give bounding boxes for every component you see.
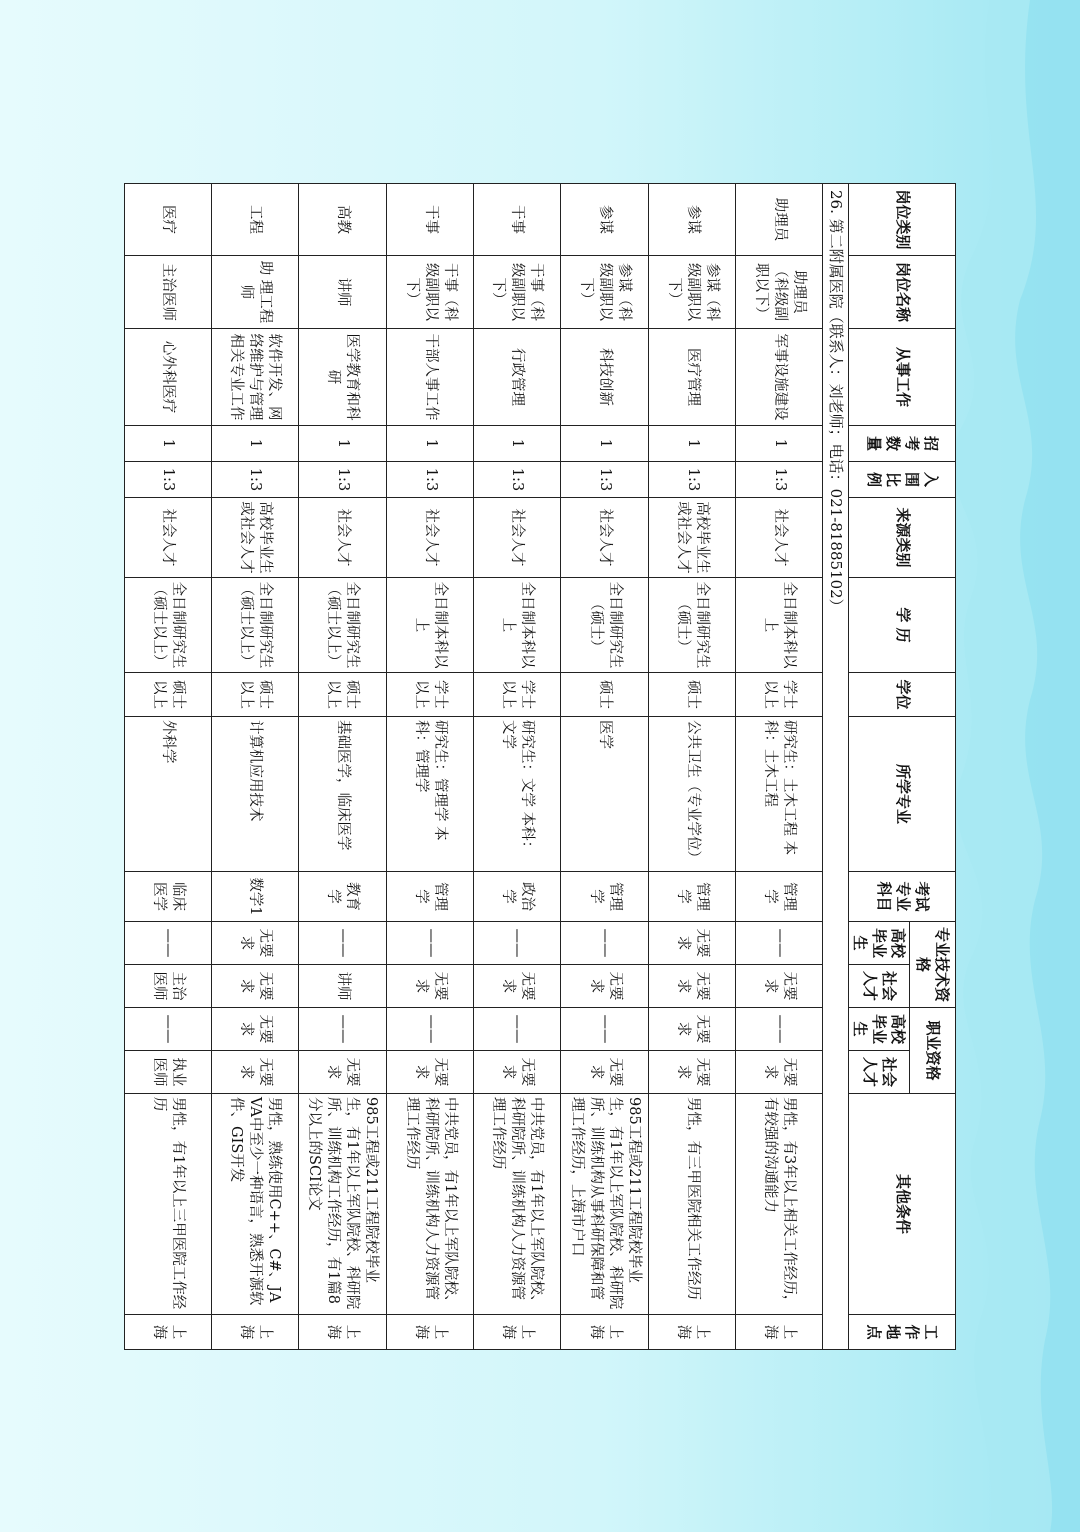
header-work: 从事工作 xyxy=(849,329,956,426)
cell-tech-social: 无要求 xyxy=(387,965,474,1008)
cell-degree: 硕士以上 xyxy=(125,673,212,717)
cell-major: 外科学 xyxy=(125,717,212,872)
cell-tech-grad: —— xyxy=(387,922,474,965)
table-row xyxy=(736,184,823,1350)
table-row xyxy=(211,184,298,1350)
cell-exam: 管理学 xyxy=(649,872,736,922)
cell-work: 科技创新 xyxy=(560,329,649,426)
cell-source: 高校毕业生或社会人才 xyxy=(649,498,736,578)
cell-ratio: 1:3 xyxy=(560,462,649,498)
cell-work: 军事设施建设 xyxy=(736,329,823,426)
cell-source: 社会人才 xyxy=(387,498,474,578)
header-tech-qual: 专业技术资格 xyxy=(909,922,955,1008)
cell-location: 上海 xyxy=(560,1315,649,1350)
cell-exam: 管理学 xyxy=(560,872,649,922)
cell-position: 讲师 xyxy=(298,256,387,329)
cell-location: 上海 xyxy=(649,1315,736,1350)
cell-tech-social: 无要求 xyxy=(560,965,649,1008)
cell-education: 全日制研究生（硕士以上） xyxy=(211,578,298,673)
cell-quota: 1 xyxy=(298,426,387,462)
cell-degree: 硕士 xyxy=(649,673,736,717)
cell-location: 上海 xyxy=(736,1315,823,1350)
cell-education: 全日制本科以上 xyxy=(736,578,823,673)
cell-tech-grad: —— xyxy=(298,922,387,965)
cell-quota: 1 xyxy=(387,426,474,462)
cell-tech-social: 无要求 xyxy=(649,965,736,1008)
header-other: 其他条件 xyxy=(849,1094,956,1315)
cell-major: 公共卫生（专业学位） xyxy=(649,717,736,872)
section-title: 26. 第二附属医院（联系人：刘老师；电话：021-81885102） xyxy=(822,184,848,1350)
header-tech-grad: 高校毕业生 xyxy=(849,922,910,965)
cell-tech-social: 讲师 xyxy=(298,965,387,1008)
cell-job-grad: —— xyxy=(125,1008,212,1051)
cell-major: 计算机应用技术 xyxy=(211,717,298,872)
cell-job-social: 无要求 xyxy=(474,1051,561,1094)
cell-job-grad: 无要求 xyxy=(211,1008,298,1051)
cell-category: 助理员 xyxy=(736,184,823,256)
cell-education: 全日制本科以上 xyxy=(387,578,474,673)
cell-source: 社会人才 xyxy=(125,498,212,578)
cell-job-social: 执业医师 xyxy=(125,1051,212,1094)
cell-other: 男性，有1年以上三甲医院工作经历 xyxy=(125,1094,212,1315)
cell-tech-grad: 无要求 xyxy=(211,922,298,965)
cell-quota: 1 xyxy=(736,426,823,462)
cell-quota: 1 xyxy=(211,426,298,462)
cell-other: 男性，有三甲医院相关工作经历 xyxy=(649,1094,736,1315)
cell-other: 985工程或211工程院校毕业生，有1年以上军队院校、科研院所、训练机构工作经历，有1篇8分以上的SCI论文 xyxy=(298,1094,387,1315)
header-degree: 学位 xyxy=(849,673,956,717)
cell-job-social: 无要求 xyxy=(649,1051,736,1094)
cell-category: 医疗 xyxy=(125,184,212,256)
cell-location: 上海 xyxy=(387,1315,474,1350)
cell-degree: 学士以上 xyxy=(736,673,823,717)
cell-major: 医学 xyxy=(560,717,649,872)
header-ratio: 入围比例 xyxy=(849,462,956,498)
cell-category: 参谋 xyxy=(649,184,736,256)
cell-degree: 硕士以上 xyxy=(298,673,387,717)
cell-job-grad: —— xyxy=(736,1008,823,1051)
cell-degree: 硕士 xyxy=(560,673,649,717)
cell-job-social: 无要求 xyxy=(211,1051,298,1094)
header-job-grad: 高校毕业生 xyxy=(849,1008,910,1051)
cell-other: 中共党员，有1年以上军队院校、科研院所、训练机构人力资源管理工作经历 xyxy=(387,1094,474,1315)
cell-position: 助理员（科级副职以下） xyxy=(736,256,823,329)
cell-tech-grad: —— xyxy=(125,922,212,965)
cell-tech-grad: —— xyxy=(560,922,649,965)
cell-tech-social: 无要求 xyxy=(211,965,298,1008)
cell-quota: 1 xyxy=(649,426,736,462)
cell-exam: 数学1 xyxy=(211,872,298,922)
header-job-social: 社会人才 xyxy=(849,1051,910,1094)
header-location: 工作地点 xyxy=(849,1315,956,1350)
cell-education: 全日制研究生（硕士以上） xyxy=(298,578,387,673)
cell-major: 研究生：管理学 本科：管理学 xyxy=(387,717,474,872)
cell-ratio: 1:3 xyxy=(211,462,298,498)
cell-major: 研究生：土木工程 本科：土木工程 xyxy=(736,717,823,872)
cell-exam: 教育学 xyxy=(298,872,387,922)
cell-other: 男性，熟练使用C++、C#、JAVA中至少一种语言，熟悉开源软件、GIS开发 xyxy=(211,1094,298,1315)
cell-position: 助 理工程师 xyxy=(211,256,298,329)
cell-position: 参谋（科级副职以下） xyxy=(560,256,649,329)
cell-position: 主治医师 xyxy=(125,256,212,329)
cell-source: 社会人才 xyxy=(298,498,387,578)
rotated-table-container xyxy=(124,183,956,1349)
cell-tech-social: 主治医师 xyxy=(125,965,212,1008)
cell-ratio: 1:3 xyxy=(649,462,736,498)
cell-education: 全日制本科以上 xyxy=(474,578,561,673)
table-row xyxy=(125,184,212,1350)
header-job-qual: 职业资格 xyxy=(909,1008,955,1094)
table-row xyxy=(298,184,387,1350)
header-position: 岗位名称 xyxy=(849,256,956,329)
cell-quota: 1 xyxy=(474,426,561,462)
header-source: 来源类别 xyxy=(849,498,956,578)
cell-exam: 管理学 xyxy=(387,872,474,922)
cell-ratio: 1:3 xyxy=(474,462,561,498)
cell-position: 干事（科级副职以下） xyxy=(387,256,474,329)
cell-work: 软件开发、网络维护与管理相关专业工作 xyxy=(211,329,298,426)
cell-work: 行政管理 xyxy=(474,329,561,426)
cell-location: 上海 xyxy=(211,1315,298,1350)
cell-job-social: 无要求 xyxy=(560,1051,649,1094)
cell-position: 参谋（科级副职以下） xyxy=(649,256,736,329)
cell-category: 高教 xyxy=(298,184,387,256)
cell-major: 基础医学，临床医学 xyxy=(298,717,387,872)
recruitment-table xyxy=(124,183,956,1350)
cell-category: 干事 xyxy=(387,184,474,256)
cell-category: 工程 xyxy=(211,184,298,256)
header-quota: 招考数量 xyxy=(849,426,956,462)
table-row xyxy=(649,184,736,1350)
cell-education: 全日制研究生（硕士） xyxy=(649,578,736,673)
header-category: 岗位类别 xyxy=(849,184,956,256)
table-row xyxy=(560,184,649,1350)
cell-quota: 1 xyxy=(125,426,212,462)
cell-location: 上海 xyxy=(298,1315,387,1350)
cell-ratio: 1:3 xyxy=(736,462,823,498)
cell-position: 干事（科级副职以下） xyxy=(474,256,561,329)
cell-work: 干部人事工作 xyxy=(387,329,474,426)
cell-education: 全日制研究生（硕士以上） xyxy=(125,578,212,673)
cell-education: 全日制研究生（硕士） xyxy=(560,578,649,673)
table-row xyxy=(387,184,474,1350)
cell-source: 高校毕业生或社会人才 xyxy=(211,498,298,578)
header-tech-social: 社会人才 xyxy=(849,965,910,1008)
cell-work: 医疗管理 xyxy=(649,329,736,426)
cell-job-grad: —— xyxy=(387,1008,474,1051)
cell-degree: 学士以上 xyxy=(474,673,561,717)
table-row xyxy=(474,184,561,1350)
cell-job-grad: 无要求 xyxy=(649,1008,736,1051)
cell-location: 上海 xyxy=(125,1315,212,1350)
cell-tech-grad: —— xyxy=(736,922,823,965)
cell-source: 社会人才 xyxy=(736,498,823,578)
cell-ratio: 1:3 xyxy=(298,462,387,498)
cell-job-grad: —— xyxy=(298,1008,387,1051)
cell-source: 社会人才 xyxy=(560,498,649,578)
cell-tech-social: 无要求 xyxy=(736,965,823,1008)
cell-degree: 学士以上 xyxy=(387,673,474,717)
cell-other: 985工程或211工程院校毕业生，有1年以上军队院校、科研院所、训练机构从事科研保障和管理工作经历，上海市户口 xyxy=(560,1094,649,1315)
cell-work: 医学教育和科研 xyxy=(298,329,387,426)
cell-job-social: 无要求 xyxy=(387,1051,474,1094)
cell-major: 研究生：文学 本科：文学 xyxy=(474,717,561,872)
header-exam: 考试专业科目 xyxy=(849,872,956,922)
cell-job-social: 无要求 xyxy=(298,1051,387,1094)
cell-job-social: 无要求 xyxy=(736,1051,823,1094)
cell-quota: 1 xyxy=(560,426,649,462)
cell-job-grad: —— xyxy=(560,1008,649,1051)
cell-other: 男性，有3年以上相关工作经历，有较强的沟通能力 xyxy=(736,1094,823,1315)
cell-ratio: 1:3 xyxy=(387,462,474,498)
cell-tech-grad: 无要求 xyxy=(649,922,736,965)
cell-tech-grad: —— xyxy=(474,922,561,965)
cell-exam: 政治学 xyxy=(474,872,561,922)
cell-exam: 临床医学 xyxy=(125,872,212,922)
cell-other: 中共党员，有1年以上军队院校、科研院所、训练机构人力资源管理工作经历 xyxy=(474,1094,561,1315)
cell-tech-social: 无要求 xyxy=(474,965,561,1008)
cell-location: 上海 xyxy=(474,1315,561,1350)
header-major: 所学专业 xyxy=(849,717,956,872)
cell-job-grad: —— xyxy=(474,1008,561,1051)
cell-work: 心外科医疗 xyxy=(125,329,212,426)
cell-exam: 管理学 xyxy=(736,872,823,922)
cell-source: 社会人才 xyxy=(474,498,561,578)
header-education: 学 历 xyxy=(849,578,956,673)
cell-category: 参谋 xyxy=(560,184,649,256)
cell-ratio: 1:3 xyxy=(125,462,212,498)
cell-degree: 硕士以上 xyxy=(211,673,298,717)
cell-category: 干事 xyxy=(474,184,561,256)
